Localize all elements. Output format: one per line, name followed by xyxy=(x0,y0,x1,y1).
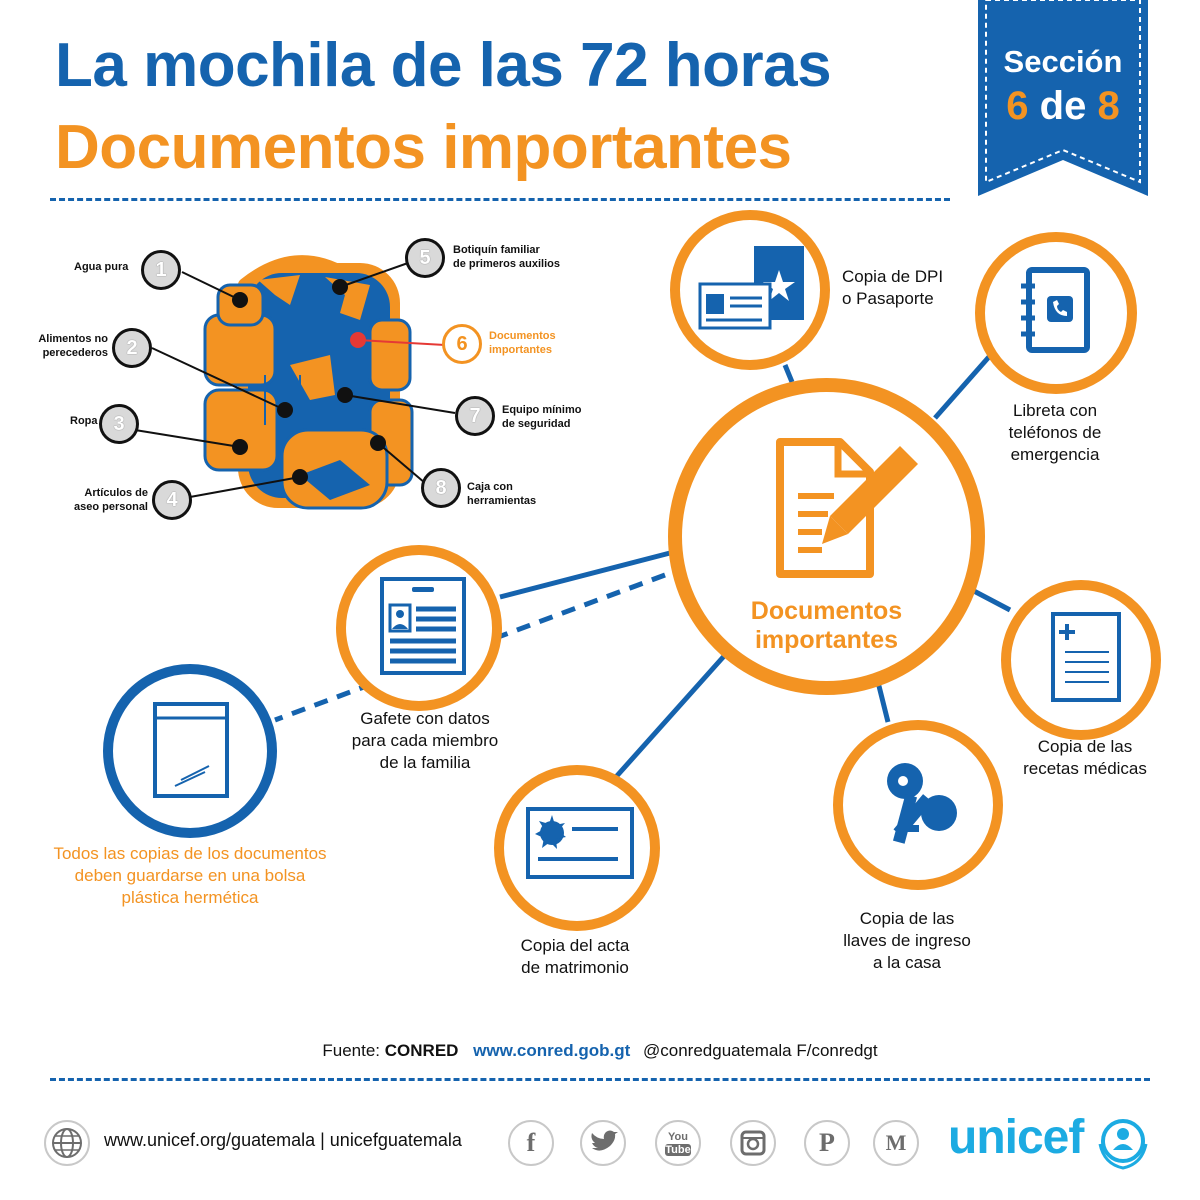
center-label: Documentos importantes xyxy=(750,597,903,654)
plastic-bag-circle xyxy=(103,664,277,838)
doc-llaves-caption: Copia de las llaves de ingreso a la casa xyxy=(843,909,971,972)
item-label-8: Caja con herramientas xyxy=(467,481,537,507)
doc-gafete-circle xyxy=(336,545,502,711)
youtube-icon[interactable]: You Tube xyxy=(655,1120,701,1166)
instagram-camera-shape xyxy=(732,1122,774,1164)
id-and-passport-icon xyxy=(692,240,812,340)
doc-dpi-circle xyxy=(670,210,830,370)
doc-acta-circle xyxy=(494,765,660,931)
page-subtitle: Documentos importantes xyxy=(55,113,792,182)
item-label-4: Artículos de aseo personal xyxy=(74,487,148,513)
footer-web[interactable]: www.unicef.org/guatemala | unicefguatemala xyxy=(104,1130,462,1150)
certificate-icon xyxy=(522,803,642,893)
unicef-emblem-icon xyxy=(1094,1114,1152,1172)
source-prefix: Fuente: xyxy=(322,1041,381,1060)
marker-5: 5 xyxy=(405,238,445,278)
instagram-icon[interactable] xyxy=(730,1120,776,1166)
marker-8: 8 xyxy=(421,468,461,508)
doc-dpi-caption: Copia de DPI o Pasaporte xyxy=(842,267,944,308)
doc-acta-caption: Copia del acta de matrimonio xyxy=(520,936,630,977)
page-title: La mochila de las 72 horas xyxy=(55,31,832,100)
marker-7: 7 xyxy=(455,396,495,436)
source-org: CONRED xyxy=(384,1041,459,1060)
section-total: 8 xyxy=(1097,84,1120,128)
doc-recetas-circle xyxy=(1001,580,1161,740)
item-label-6: Documentos importantes xyxy=(489,330,556,356)
item-label-3: Ropa xyxy=(70,415,98,427)
pinterest-icon[interactable]: P xyxy=(804,1120,850,1166)
source-handles: @conredguatemala F/conredgt xyxy=(643,1041,878,1060)
phone-book-icon xyxy=(1013,264,1103,364)
unicef-logo: unicef xyxy=(948,1111,1084,1164)
footer-divider xyxy=(50,1078,1150,1081)
marker-4: 4 xyxy=(152,480,192,520)
doc-libreta-circle xyxy=(975,232,1137,394)
marker-2: 2 xyxy=(112,328,152,368)
item-label-1: Agua pura xyxy=(74,261,129,273)
twitter-bird-shape xyxy=(582,1122,624,1164)
plastic-bag-note: Todos las copias de los documentos deben guardarse en una bolsa plástica hermética xyxy=(53,844,327,907)
doc-gafete-caption: Gafete con datos para cada miembro de la familia xyxy=(351,709,499,772)
doc-llaves-circle xyxy=(833,720,1003,890)
globe-icon-shape xyxy=(46,1122,88,1164)
doc-libreta-caption: Libreta con teléfonos de emergencia xyxy=(1008,401,1102,464)
item-label-7: Equipo mínimo de seguridad xyxy=(502,404,582,430)
keys-icon xyxy=(873,755,973,855)
item-label-5: Botiquín familiar de primeros auxilios xyxy=(453,244,560,270)
twitter-icon[interactable] xyxy=(580,1120,626,1166)
facebook-icon[interactable]: f xyxy=(508,1120,554,1166)
source-line xyxy=(0,1041,1200,1061)
source-url[interactable]: www.conred.gob.gt xyxy=(473,1041,631,1060)
center-hub xyxy=(668,378,985,695)
document-pencil-icon xyxy=(770,434,930,584)
section-label: Sección xyxy=(1003,44,1123,79)
section-of: de xyxy=(1039,84,1087,128)
marker-1: 1 xyxy=(141,250,181,290)
prescription-icon xyxy=(1045,608,1125,718)
globe-icon xyxy=(44,1120,90,1166)
plastic-bag-icon xyxy=(147,700,237,810)
section-current: 6 xyxy=(1006,84,1029,128)
item-label-2: Alimentos no perecederos xyxy=(38,333,108,359)
medium-icon[interactable]: M xyxy=(873,1120,919,1166)
marker-6: 6 xyxy=(442,324,482,364)
marker-3: 3 xyxy=(99,404,139,444)
doc-recetas-caption: Copia de las recetas médicas xyxy=(1023,737,1147,778)
badge-icon xyxy=(376,573,476,683)
